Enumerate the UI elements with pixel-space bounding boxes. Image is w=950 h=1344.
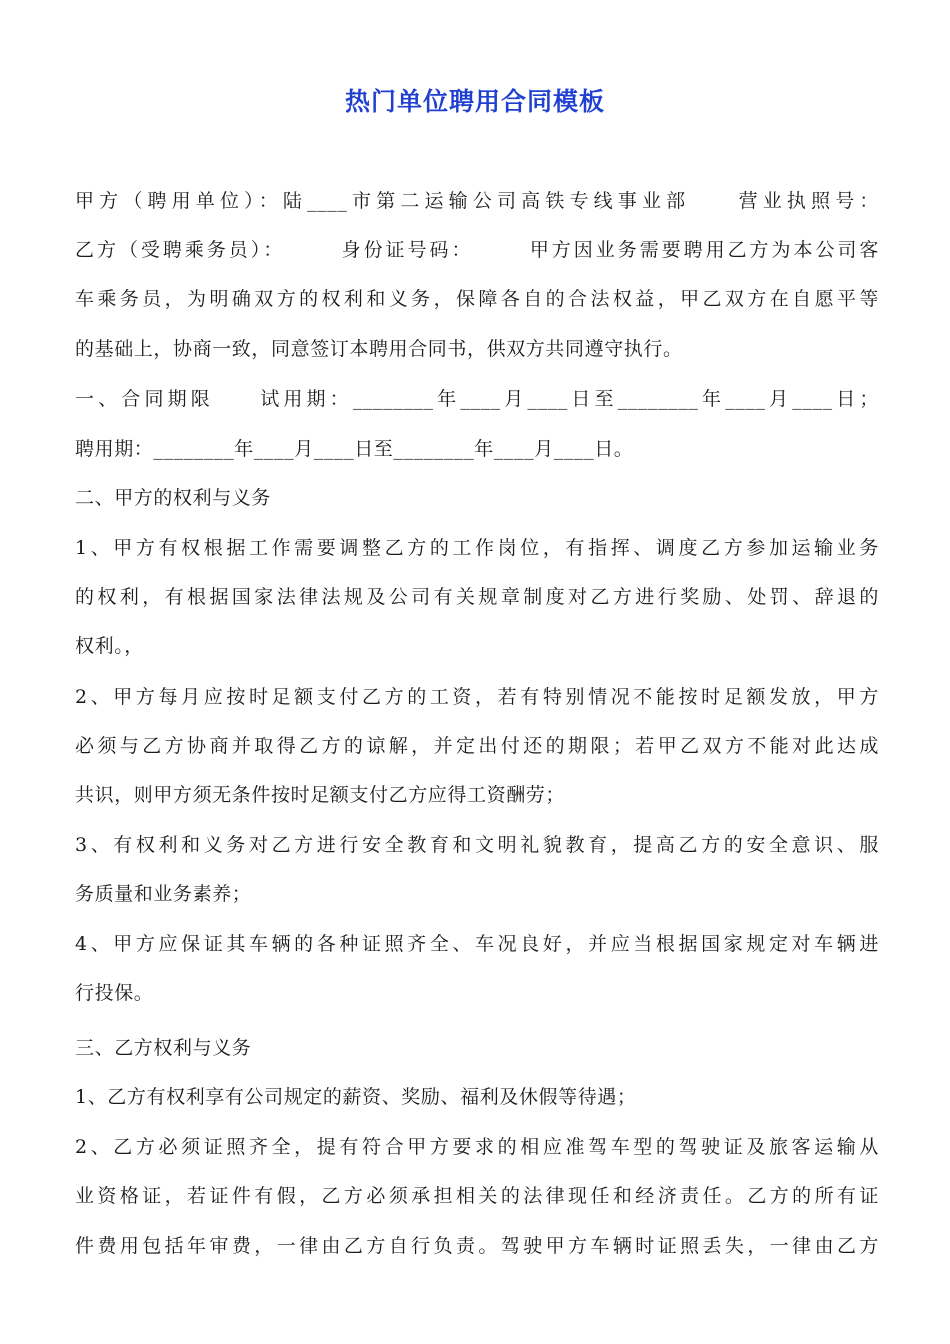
clause-2-1-line: 的权利，有根据国家法律法规及公司有关规章制度对乙方进行奖励、处罚、辞退的 (75, 586, 879, 608)
employment-period-line: 聘用期：________年____月____日至________年____月____日。 (75, 438, 634, 460)
clause-3-2-line: 业资格证，若证件有假，乙方必须承担相关的法律现任和经济责任。乙方的所有证 (75, 1185, 879, 1207)
clause-2-1-line: 1、甲方有权根据工作需要调整乙方的工作岗位，有指挥、调度乙方参加运输业务 (75, 537, 879, 559)
preamble-line: 车乘务员，为明确双方的权利和义务，保障各自的合法权益，甲乙双方在自愿平等 (75, 288, 879, 310)
clause-2-1-line: 权利。， (75, 635, 144, 657)
clause-2-3-line: 务质量和业务素养； (75, 883, 252, 905)
section-3-heading: 三、乙方权利与义务 (75, 1037, 252, 1059)
preamble-line: 的基础上，协商一致，同意签订本聘用合同书，供双方共同遵守执行。 (75, 338, 683, 360)
clause-2-4-line: 4、甲方应保证其车辆的各种证照齐全、车况良好，并应当根据国家规定对车辆进 (75, 933, 879, 955)
clause-2-2-line: 必须与乙方协商并取得乙方的谅解，并定出付还的期限；若甲乙双方不能对此达成 (75, 735, 879, 757)
clause-2-3-line: 3、有权利和义务对乙方进行安全教育和文明礼貌教育，提高乙方的安全意识、服 (75, 834, 879, 856)
section-2-heading: 二、甲方的权利与义务 (75, 487, 272, 509)
section-1-heading: 一、合同期限 试用期：________年____月____日至________年____月____日； (75, 388, 879, 410)
clause-3-1-line: 1、乙方有权利享有公司规定的薪资、奖励、福利及休假等待遇； (75, 1086, 637, 1108)
clause-2-2-line: 2、甲方每月应按时足额支付乙方的工资，若有特别情况不能按时足额发放，甲方 (75, 686, 879, 708)
party-a-line: 甲方（聘用单位）：陆____市第二运输公司高铁专线事业部 营业执照号： (75, 190, 879, 212)
clause-3-2-line: 件费用包括年审费，一律由乙方自行负责。驾驶甲方车辆时证照丢失，一律由乙方 (75, 1235, 879, 1257)
clause-2-2-line: 共识，则甲方须无条件按时足额支付乙方应得工资酬劳； (75, 784, 566, 806)
party-b-line: 乙方（受聘乘务员）： 身份证号码： 甲方因业务需要聘用乙方为本公司客 (75, 239, 879, 261)
clause-2-4-line: 行投保。 (75, 982, 154, 1004)
clause-3-2-line: 2、乙方必须证照齐全，提有符合甲方要求的相应准驾车型的驾驶证及旅客运输从 (75, 1136, 879, 1158)
document-title: 热门单位聘用合同模板 (344, 87, 605, 116)
